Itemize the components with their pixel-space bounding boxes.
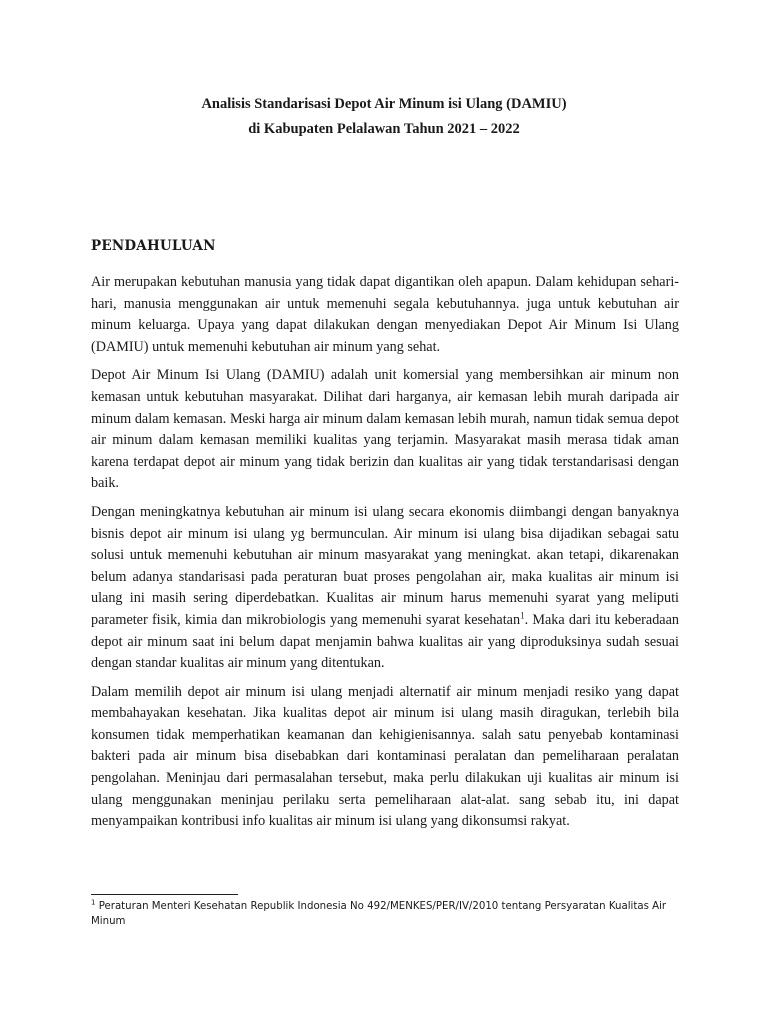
paragraph-1: Air merupakan kebutuhan manusia yang tidak dapat digantikan oleh apapun. Dalam kehidupan sehari-hari, manusia menggunakan air untuk memenuhi segala kebutuhannya. juga untuk kebutuhan air minum keluarga. Upaya yang dapat dilakukan dengan menyediakan Depot Air Minum Isi Ulang (DAMIU) untuk memenuhi kebutuhan air minum yang sehat. [91, 274, 679, 355]
document-title [0, 92, 768, 142]
paragraph-3-text: Dengan meningkatnya kebutuhan air minum isi ulang secara ekonomis diimbangi dengan banyaknya bisnis depot air minum isi ulang yg bermunculan. Air minum isi ulang bisa dijadikan sebagai satu solusi untuk memenuhi kebutuhan air minum masyarakat yang meningkat. akan tetapi, dikarenakan belum adanya standarisasi pada peraturan buat proses pengolahan air, maka kualitas air minum isi ulang ini masih sering diperdebatkan. Kualitas air minum harus memenuhi syarat yang meliputi parameter fisik, kimia dan mikrobiologis yang memenuhi syarat kesehatan [91, 503, 679, 628]
paragraph-3-continuation: . Maka dari itu keberadaan depot air minum saat ini belum dapat menjamin bahwa kualitas air yang diproduksinya sudah sesuai dengan standar kualitas air minum yang ditentukan. [91, 611, 679, 672]
title-line-1: Analisis Standarisasi Depot Air Minum isi Ulang (DAMIU) [201, 96, 567, 112]
footnote-text: Peraturan Menteri Kesehatan Republik Indonesia No 492/MENKES/PER/IV/2010 tentang Persyaratan Kualitas Air Minum [91, 901, 667, 927]
footnote-marker: 1 [91, 898, 96, 907]
footnote-separator [91, 894, 238, 895]
paragraph-4: Dalam memilih depot air minum isi ulang menjadi alternatif air minum menjadi resiko yang dapat membahayakan kesehatan. Jika kualitas depot air minum isi ulang masih diragukan, terlebih bila konsumen tidak memperhatikan keamanan dan kehigienisannya. salah satu penyebab kontaminasi bakteri pada air minum bisa disebabkan dari kontaminasi peralatan dan pemeliharaan peralatan pengolahan. Meninjau dari permasalahan tersebut, maka perlu dilakukan uji kualitas air minum isi ulang menggunakan meninjau perilaku serta pemeliharaan alat-alat. sang sebab itu, ini dapat menyampaikan kontribusi info kualitas air minum isi ulang yang dikonsumsi rakyat. [91, 683, 679, 830]
section-heading: PENDAHULUAN [91, 238, 216, 254]
footnote-reference[interactable]: 1 [520, 610, 525, 621]
footnote [91, 899, 691, 929]
title-line-2: di Kabupaten Pelalawan Tahun 2021 – 2022 [248, 121, 520, 137]
paragraph-3 [91, 502, 679, 675]
paragraph-2: Depot Air Minum Isi Ulang (DAMIU) adalah unit komersial yang membersihkan air minum non kemasan untuk kebutuhan masyarakat. Dilihat dari harganya, air kemasan lebih murah daripada air minum dalam kemasan. Meski harga air minum dalam kemasan lebih murah, namun tidak semua depot air minum dalam kemasan memiliki kualitas yang terjamin. Masyarakat masih merasa tidak aman karena terdapat depot air minum yang tidak berizin dan kualitas air yang tidak terstandarisasi dengan baik. [91, 367, 679, 492]
body-text [91, 272, 679, 840]
